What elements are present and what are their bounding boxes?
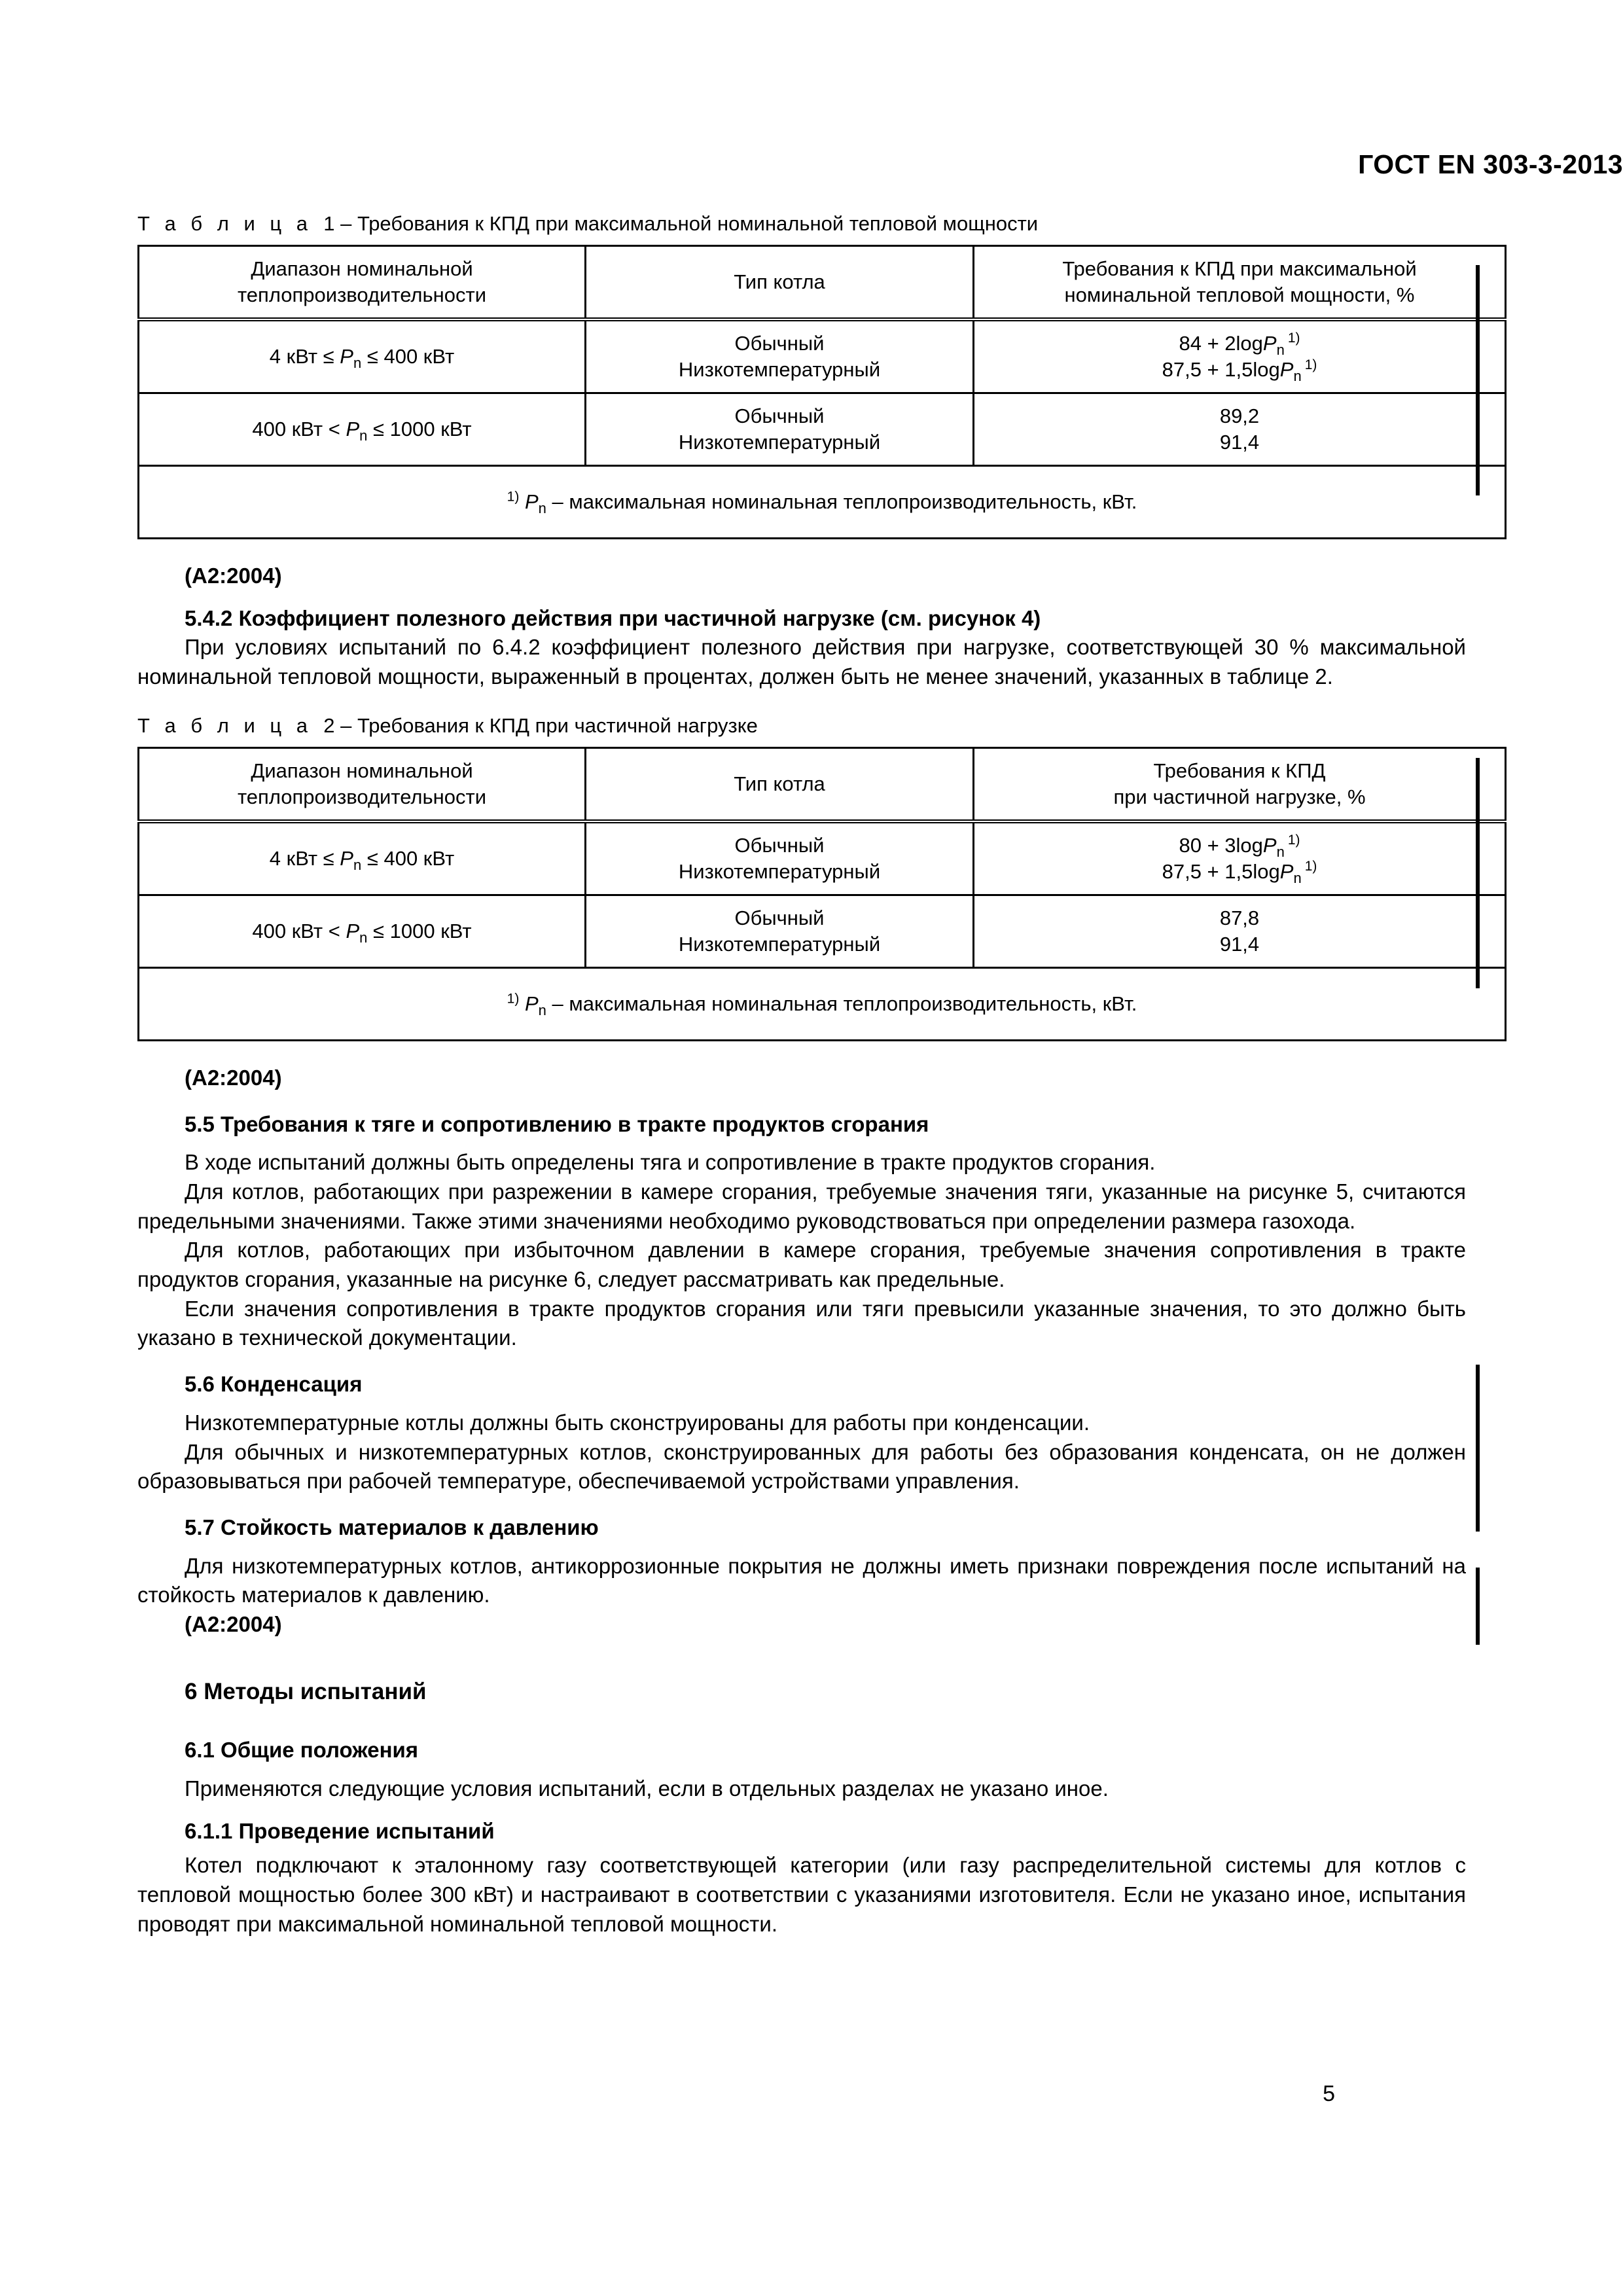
table2-caption-label: Т а б л и ц а bbox=[137, 713, 313, 737]
table1-row1-range-suffix: ≤ 400 кВт bbox=[361, 344, 455, 368]
table1-header-requirement-line1: Требования к КПД при максимальной bbox=[1062, 257, 1417, 280]
table2-row1-type-line1: Обычный bbox=[734, 833, 825, 857]
table-row bbox=[139, 821, 1506, 895]
paragraph-6-1-1: Котел подключают к эталонному газу соответствующей категории (или газу распределительной системы для котлов с тепловой мощностью более 300 кВт) и настраивают в соответствии с указаниями изготовителя. Если не указано иное, испытания проводят при максимальной номинальной тепловой мощности. bbox=[137, 1853, 1466, 1936]
table2-row2-value-line2: 91,4 bbox=[1219, 932, 1260, 956]
heading-6: 6 Методы испытаний bbox=[185, 1678, 427, 1704]
heading-6-1: 6.1 Общие положения bbox=[185, 1738, 419, 1763]
table1-row1-range-subscript: n bbox=[353, 355, 362, 372]
table2-caption-number: 2 bbox=[323, 713, 335, 737]
table1-caption-text: Требования к КПД при максимальной номинальной тепловой мощности bbox=[357, 212, 1039, 235]
table2-row1-value-line2-text: 87,5 + 1,5log bbox=[1162, 859, 1280, 883]
table1-head bbox=[139, 246, 1506, 320]
paragraph-5-7-1: Для низкотемпературных котлов, антикоррозионные покрытия не должны иметь признаки повреждения после испытаний на стойкость материалов к давлению. bbox=[137, 1553, 1466, 1607]
heading-6-1-1: 6.1.1 Проведение испытаний bbox=[185, 1818, 495, 1843]
table-efficiency-part-load bbox=[137, 747, 1507, 1041]
table2-row1-type bbox=[586, 821, 974, 895]
table2-row2-range-suffix: ≤ 1000 кВт bbox=[367, 919, 472, 942]
table1-body bbox=[139, 319, 1506, 539]
table1-row1-range-symbol: P bbox=[340, 344, 353, 368]
table1-row1-value-line2-symbol: P bbox=[1279, 358, 1294, 381]
table2-header-range-line1: Диапазон номинальной bbox=[251, 759, 473, 782]
table1-row2-type-line2: Низкотемпературный bbox=[678, 431, 881, 454]
table-row bbox=[139, 319, 1506, 393]
change-bar bbox=[1476, 758, 1480, 988]
table2-footnote-subscript: n bbox=[538, 1001, 546, 1018]
table2-header-requirement-line1: Требования к КПД bbox=[1153, 759, 1326, 782]
table2-header-requirement-line2: при частичной нагрузке, % bbox=[1113, 785, 1366, 808]
table2-header-type-label: Тип котла bbox=[734, 772, 825, 795]
paragraph-5-5-3: Для котлов, работающих при избыточном давлении в камере сгорания, требуемые значения сопротивления в тракте продуктов сгорания, указанные на рисунке 6, следует рассматривать как предельные. bbox=[137, 1238, 1466, 1292]
table2-row1-range-symbol: P bbox=[340, 846, 353, 870]
table2-row1-value-line1 bbox=[1179, 833, 1300, 860]
table2-footnote-row bbox=[139, 967, 1506, 1040]
table1-header-row bbox=[139, 246, 1506, 320]
table2-caption bbox=[137, 714, 1466, 738]
table2-row1-value bbox=[974, 821, 1506, 895]
table1-row1-value-line1-subscript: n bbox=[1276, 341, 1285, 358]
table2-row2-value-line1: 87,8 bbox=[1219, 906, 1260, 929]
table1-caption bbox=[137, 212, 1466, 236]
amendment-note-1: (A2:2004) bbox=[185, 564, 282, 588]
table2-row1-range-suffix: ≤ 400 кВт bbox=[361, 846, 455, 870]
table2-footnote bbox=[139, 967, 1506, 1040]
table2-caption-text: Требования к КПД при частичной нагрузке bbox=[357, 713, 758, 737]
table1-header-type-label: Тип котла bbox=[734, 270, 825, 293]
table2-row1-value-line1-subscript: n bbox=[1276, 843, 1285, 860]
table2-header-row bbox=[139, 747, 1506, 821]
paragraph-5-4-2: При условиях испытаний по 6.4.2 коэффициент полезного действия при нагрузке, соответствующей 30 % максимальной номинальной тепловой мощности, выраженный в процентах, должен быть не менее значений, указанных в таблице 2. bbox=[137, 635, 1466, 689]
table2-row2-range bbox=[139, 895, 586, 967]
paragraph-5-5-2: Для котлов, работающих при разрежении в камере сгорания, требуемые значения тяги, указанные на рисунке 5, считаются предельными значениями. Также этими значениями необходимо руководствоваться при определении размера газохода. bbox=[137, 1179, 1466, 1233]
table1-footnote-symbol: P bbox=[524, 490, 539, 513]
table1-row2-type bbox=[586, 393, 974, 466]
paragraph-5-5-1: В ходе испытаний должны быть определены тяга и сопротивление в тракте продуктов сгорания. bbox=[185, 1150, 1156, 1175]
table2-row1-type-line2: Низкотемпературный bbox=[678, 859, 881, 883]
table2-row1-value-line1-footnote-ref: 1) bbox=[1287, 833, 1300, 848]
table2-header-requirement bbox=[974, 747, 1506, 821]
table1-row1-type-line2: Низкотемпературный bbox=[678, 358, 881, 381]
table1-row2-type-line1: Обычный bbox=[734, 404, 825, 427]
table2-row1-value-line1-symbol: P bbox=[1262, 833, 1277, 857]
page-number bbox=[0, 2081, 1335, 2107]
change-bar bbox=[1476, 1568, 1480, 1645]
paragraph-5-5-4: Если значения сопротивления в тракте продуктов сгорания или тяги превысили указанные значения, то это должно быть указано в технической документации. bbox=[137, 1296, 1466, 1350]
table2-row2-type-line2: Низкотемпературный bbox=[678, 932, 881, 956]
table2-header-range-line2: теплопроизводительности bbox=[237, 785, 487, 808]
table2-footnote-marker: 1) bbox=[507, 991, 520, 1007]
table2-row1-range bbox=[139, 821, 586, 895]
heading-5-7: 5.7 Стойкость материалов к давлению bbox=[185, 1515, 599, 1539]
table1-header-type bbox=[586, 246, 974, 320]
table1-row1-value-line1-footnote-ref: 1) bbox=[1287, 331, 1300, 346]
table1-caption-label: Т а б л и ц а bbox=[137, 212, 313, 235]
paragraph-6-1: Применяются следующие условия испытаний, если в отдельных разделах не указано иное. bbox=[185, 1776, 1109, 1801]
table1-row2-value-line2: 91,4 bbox=[1219, 431, 1260, 454]
table2-body bbox=[139, 821, 1506, 1041]
table1-header-requirement bbox=[974, 246, 1506, 320]
table1-row2-range-symbol: P bbox=[346, 417, 360, 440]
table2-row2-type bbox=[586, 895, 974, 967]
table1-row1-range-prefix: 4 кВт ≤ bbox=[269, 344, 340, 368]
table2-row2-type-line1: Обычный bbox=[734, 906, 825, 929]
page-content bbox=[137, 0, 1466, 1939]
paragraph-5-6-2: Для обычных и низкотемпературных котлов, сконструированных для работы без образования конденсата, он не должен образовываться при рабочей температуре, обеспечиваемой устройствами управления. bbox=[137, 1439, 1466, 1494]
table1-row2-value-line1: 89,2 bbox=[1219, 404, 1260, 427]
amendment-note-3: (A2:2004) bbox=[185, 1612, 282, 1637]
table1-row1-range bbox=[139, 319, 586, 393]
table1-row1-value-line2 bbox=[1162, 357, 1317, 385]
table1-row1-value bbox=[974, 319, 1506, 393]
table2-head bbox=[139, 747, 1506, 821]
table1-footnote-marker: 1) bbox=[507, 489, 520, 505]
table-row bbox=[139, 895, 1506, 967]
table1-row1-type-line1: Обычный bbox=[734, 331, 825, 355]
table-row bbox=[139, 393, 1506, 466]
table2-row1-value-line2-subscript: n bbox=[1293, 870, 1302, 886]
table1-row1-value-line2-text: 87,5 + 1,5log bbox=[1162, 358, 1280, 381]
table1-row1-value-line1 bbox=[1179, 331, 1300, 358]
table2-row2-range-symbol: P bbox=[346, 919, 360, 942]
table2-row1-range-subscript: n bbox=[353, 856, 362, 873]
table1-caption-dash: – bbox=[340, 212, 352, 235]
table1-row2-range-suffix: ≤ 1000 кВт bbox=[367, 417, 472, 440]
table1-row1-type bbox=[586, 319, 974, 393]
table1-header-range-line1: Диапазон номинальной bbox=[251, 257, 473, 280]
table2-footnote-text: – максимальная номинальная теплопроизводительность, кВт. bbox=[546, 992, 1137, 1015]
table1-row1-value-line2-subscript: n bbox=[1293, 368, 1302, 385]
table1-header-range bbox=[139, 246, 586, 320]
heading-5-6: 5.6 Конденсация bbox=[185, 1372, 363, 1397]
change-bar bbox=[1476, 1365, 1480, 1532]
table2-header-type bbox=[586, 747, 974, 821]
table1-row2-range-subscript: n bbox=[359, 427, 368, 444]
table2-row2-range-subscript: n bbox=[359, 929, 368, 946]
table2-caption-dash: – bbox=[340, 713, 352, 737]
table1-header-requirement-line2: номинальной тепловой мощности, % bbox=[1064, 283, 1415, 306]
change-bar bbox=[1476, 265, 1480, 495]
table2-row1-value-line2 bbox=[1162, 859, 1317, 886]
table1-footnote-row bbox=[139, 466, 1506, 539]
table2-row2-value bbox=[974, 895, 1506, 967]
table2-header-range bbox=[139, 747, 586, 821]
table2-footnote-symbol: P bbox=[524, 992, 539, 1015]
table-efficiency-max-output bbox=[137, 245, 1507, 539]
table2-row2-range-prefix: 400 кВт < bbox=[252, 919, 346, 942]
table1-footnote-subscript: n bbox=[538, 500, 546, 517]
table1-row2-value bbox=[974, 393, 1506, 466]
table1-row1-value-line1-text: 84 + 2log bbox=[1179, 331, 1263, 355]
table1-footnote bbox=[139, 466, 1506, 539]
table1-row2-range-prefix: 400 кВт < bbox=[252, 417, 346, 440]
table2-row1-value-line2-symbol: P bbox=[1279, 859, 1294, 883]
paragraph-5-6-1: Низкотемпературные котлы должны быть сконструированы для работы при конденсации. bbox=[185, 1410, 1090, 1435]
standard-number: ГОСТ EN 303-3-2013 bbox=[1358, 149, 1623, 179]
table2-row1-range-prefix: 4 кВт ≤ bbox=[269, 846, 340, 870]
table1-header-range-line2: теплопроизводительности bbox=[237, 283, 487, 306]
amendment-note-2: (A2:2004) bbox=[185, 1065, 282, 1090]
table2-row1-value-line2-footnote-ref: 1) bbox=[1304, 859, 1317, 874]
table1-footnote-text: – максимальная номинальная теплопроизводительность, кВт. bbox=[546, 490, 1137, 513]
table1-row1-value-line2-footnote-ref: 1) bbox=[1304, 357, 1317, 372]
heading-5-5: 5.5 Требования к тяге и сопротивлению в тракте продуктов сгорания bbox=[185, 1111, 929, 1136]
table1-row2-range bbox=[139, 393, 586, 466]
table1-caption-number: 1 bbox=[323, 212, 335, 235]
table1-row1-value-line1-symbol: P bbox=[1262, 331, 1277, 355]
page-number-value: 5 bbox=[1323, 2081, 1335, 2106]
heading-5-4-2: 5.4.2 Коэффициент полезного действия при частичной нагрузке (см. рисунок 4) bbox=[185, 605, 1041, 630]
table2-row1-value-line1-text: 80 + 3log bbox=[1179, 833, 1263, 857]
